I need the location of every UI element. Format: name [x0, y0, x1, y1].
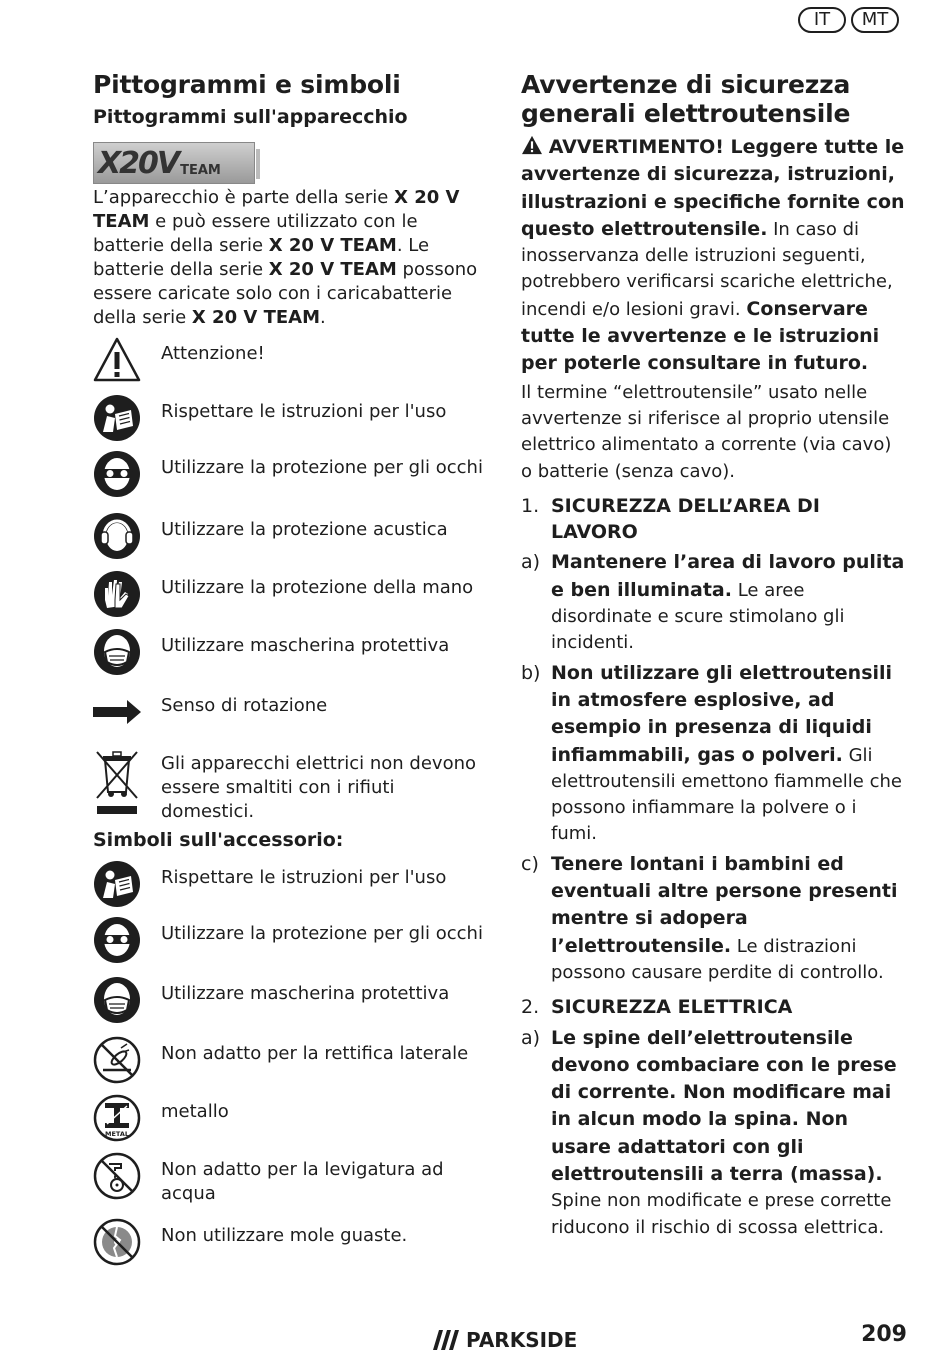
pictogram-label: Utilizzare mascherina protettiva [161, 635, 450, 656]
eye-protection-icon [93, 450, 141, 498]
pictogram-label: Attenzione! [161, 343, 265, 364]
accessory-pictogram-list [93, 860, 485, 1266]
pictogram-row [93, 570, 485, 618]
lang-badge-mt: MT [851, 7, 899, 33]
dust-mask-icon [93, 628, 141, 676]
section-2-items [521, 1025, 906, 1241]
pictogram-row [93, 688, 485, 736]
pictogram-row [93, 512, 485, 560]
section-1-items [521, 549, 906, 986]
pictogram-row [93, 976, 485, 1024]
pictogram-row [93, 746, 485, 824]
subtitle-device-pictograms: Pittogrammi sull'apparecchio [93, 106, 408, 128]
warning-small-icon [521, 135, 543, 155]
pictogram-row [93, 916, 485, 964]
pictogram-row [93, 336, 485, 384]
intro-paragraph: L’apparecchio è parte della serie X 20 V TEAM e può essere utilizzato con le batterie della serie X 20 V TEAM. Le batterie della serie X 20 V TEAM possono essere caricate solo con i caricabatterie della serie X 20 V TEAM. [93, 187, 478, 328]
term-paragraph: Il termine “elettroutensile” usato nelle avvertenze si riferisce al proprio utensile elettrico alimentato a corrente (via cavo) o batterie (senza cavo). [521, 381, 892, 482]
warning-triangle-icon [93, 336, 141, 384]
lang-badge-it: IT [798, 7, 846, 33]
pictogram-label: Rispettare le istruzioni per l'uso [161, 867, 447, 888]
pictogram-row [93, 628, 485, 676]
pictogram-label: Non adatto per la levigatura ad acqua [161, 1159, 444, 1204]
pictogram-label: Senso di rotazione [161, 695, 328, 716]
dust-mask-icon [93, 976, 141, 1024]
ear-protection-icon [93, 512, 141, 560]
pictogram-row [93, 1094, 485, 1142]
pictogram-label: Gli apparecchi elettrici non devono essere smaltiti con i rifiuti domestici. [161, 753, 477, 822]
no-wet-grinding-icon [93, 1152, 141, 1200]
read-manual-icon [93, 394, 141, 442]
pictogram-label: Rispettare le istruzioni per l'uso [161, 401, 447, 422]
list-item: b) Non utilizzare gli elettroutensili in atmosfere esplosive, ad esempio in presenza di liquidi infiammabili, gas o polveri. Gli elettroutensili emettono fiammelle che possono infiammare la polvere o i fumi. [521, 661, 902, 845]
section-heading-2: 2. SICUREZZA ELETTRICA [521, 996, 793, 1019]
section-heading-1: 1. SICUREZZA DELL’AREA DI LAVORO [521, 494, 820, 544]
x20v-team-logo: X20V TEAM [93, 142, 255, 184]
section-title-safety: Avvertenze di sicurezza generali elettroutensile [521, 70, 851, 128]
weee-bin-icon [93, 746, 141, 816]
pictogram-label: Utilizzare la protezione per gli occhi [161, 923, 483, 944]
pictogram-label: Non utilizzare mole guaste. [161, 1225, 408, 1246]
left-column [93, 70, 485, 1266]
pictogram-row [93, 394, 485, 442]
pictogram-label: Non adatto per la rettifica laterale [161, 1043, 469, 1064]
section-title-pictograms: Pittogrammi e simboli [93, 70, 401, 99]
pictogram-label: Utilizzare la protezione per gli occhi [161, 457, 483, 478]
hand-protection-icon [93, 570, 141, 618]
svg-text:METAL: METAL [104, 1130, 130, 1138]
list-item: c) Tenere lontani i bambini ed eventuali altre persone presenti mentre si adopera l’elettroutensile. Le distrazioni possono causare perdite di controllo. [521, 852, 898, 983]
parkside-logo: PARKSIDE [430, 1328, 577, 1352]
warning-paragraph: AVVERTIMENTO! Leggere tutte le avvertenze di sicurezza, istruzioni, illustrazioni e specifiche fornite con questo elettroutensile. In caso di inosservanza delle istruzioni seguenti, potrebbero verificarsi scariche elettriche, incendi e/o lesioni gravi. Conservare tutte le avvertenze e le istruzioni per poterle consultare in futuro. [521, 136, 905, 375]
no-damaged-disc-icon [93, 1218, 141, 1266]
page-number: 209 [861, 1322, 907, 1347]
list-item: a) Mantenere l’area di lavoro pulita e ben illuminata. Le aree disordinate e scure stimolano gli incidenti. [521, 551, 905, 654]
brand-slashes-icon [430, 1330, 460, 1350]
pictogram-row [93, 1218, 485, 1266]
pictogram-row [93, 450, 485, 498]
read-manual-icon [93, 860, 141, 908]
pictogram-label: Utilizzare la protezione acustica [161, 519, 448, 540]
pictogram-label: Utilizzare la protezione della mano [161, 577, 474, 598]
right-column [521, 70, 906, 1241]
language-badges [798, 7, 899, 33]
no-side-grinding-icon [93, 1036, 141, 1084]
metal-icon [93, 1094, 141, 1142]
subtitle-accessory-symbols: Simboli sull'accessorio: [93, 829, 344, 851]
list-item: a) Le spine dell’elettroutensile devono combaciare con le prese di corrente. Non modificare mai in alcun modo la spina. Non usare adattatori con gli elettroutensili a terra (massa). Spine non modificate e prese corrette riducono il rischio di scossa elettrica. [521, 1026, 897, 1238]
pictogram-row [93, 860, 485, 908]
rotation-arrow-icon [93, 688, 141, 736]
pictogram-row [93, 1152, 485, 1206]
pictogram-label: metallo [161, 1101, 229, 1122]
pictogram-row [93, 1036, 485, 1084]
device-pictogram-list [93, 336, 485, 824]
eye-protection-icon [93, 916, 141, 964]
pictogram-label: Utilizzare mascherina protettiva [161, 983, 450, 1004]
